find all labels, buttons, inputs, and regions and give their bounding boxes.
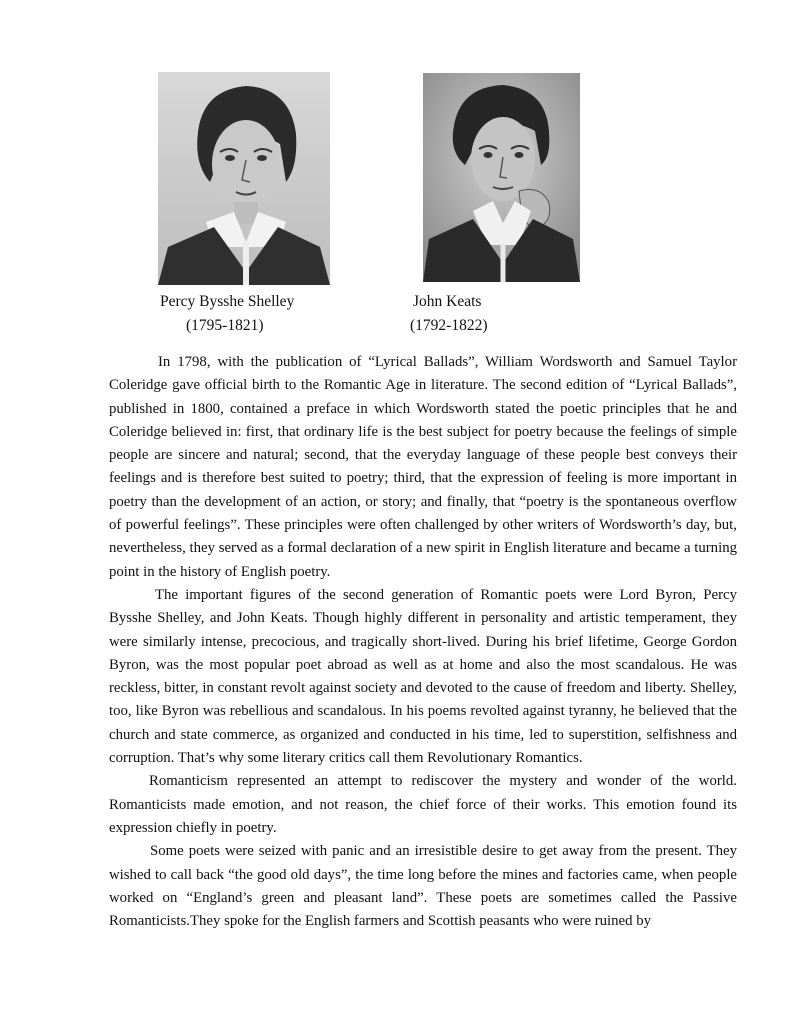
keats-name-caption: John Keats: [413, 293, 482, 310]
shelley-dates-caption: (1795-1821): [186, 317, 264, 334]
article-body: [109, 351, 737, 933]
portrait-engraving-icon: [423, 73, 580, 282]
shelley-portrait: [158, 72, 330, 285]
paragraph-romantic-age: In 1798, with the publication of “Lyrical Ballads”, William Wordsworth and Samuel Taylor Coleridge gave official birth to the Romantic Age in literature. The second edition of “Lyrical Ballads”, published in 1800, contained a preface in which Wordsworth stated the poetic principles that he and Coleridge believed in: first, that ordinary life is the best subject for poetry because the feelings of simple people are sincere and natural; second, that the everyday language of these people best conveys their feelings and is therefore best suited to poetry; third, that the expression of feeling is more important in poetry than the development of an action, or story; and finally, that “poetry is the spontaneous overflow of powerful feelings”. These principles were often challenged by other writers of Wordsworth’s day, but, nevertheless, they served as a formal declaration of a new spirit in English literature and became a turning point in the history of English poetry.: [109, 354, 737, 580]
keats-portrait: [423, 73, 580, 282]
shelley-name-caption: Percy Bysshe Shelley: [160, 293, 295, 310]
paragraph-romanticism: Romanticism represented an attempt to rediscover the mystery and wonder of the world. Romanticists made emotion, and not reason, the chief force of their works. This emotion found its expression chiefly in poetry.: [109, 773, 737, 836]
paragraph-second-generation: The important figures of the second generation of Romantic poets were Lord Byron, Percy Bysshe Shelley, and John Keats. Though highly different in personality and artistic temperament, they were similarly intense, precocious, and tragically short-lived. During his brief lifetime, George Gordon Byron, was the most popular poet abroad as well as at home and also the most scandalous. He was reckless, bitter, in constant revolt against society and devoted to the cause of freedom and liberty. Shelley, too, like Byron was rebellious and scandalous. In his poems revolted against tyranny, he believed that the church and state commerce, as organized and conducted in his time, led to superstition, selfishness and corruption. That’s why some literary critics call them Revolutionary Romantics.: [109, 586, 737, 767]
paragraph-passive-romanticists: Some poets were seized with panic and an irresistible desire to get away from the present. They wished to call back “the good old days”, the time long before the mines and factories came, when people worked on “England’s green and pleasant land”. These poets are sometimes called the Passive Romanticists.They spoke for the English farmers and Scottish peasants who were ruined by: [109, 843, 737, 930]
portrait-engraving-icon: [158, 72, 330, 285]
keats-dates-caption: (1792-1822): [410, 317, 488, 334]
